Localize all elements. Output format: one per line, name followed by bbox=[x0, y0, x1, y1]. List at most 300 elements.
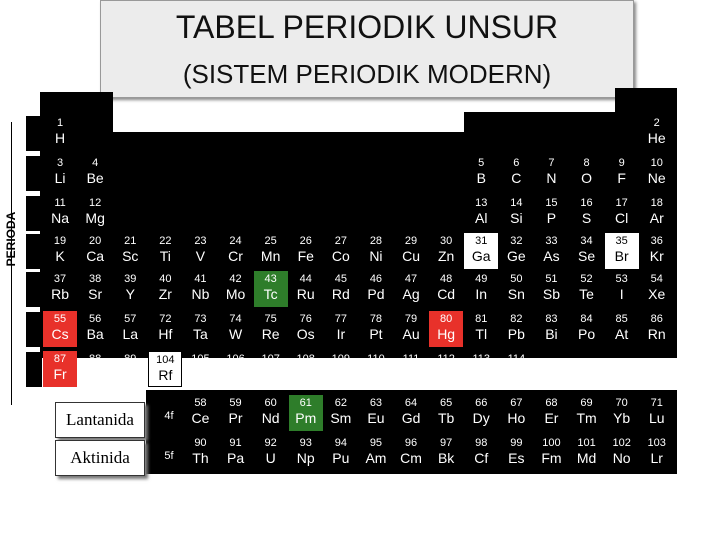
element-symbol: Hf bbox=[158, 326, 173, 342]
element-sn bbox=[499, 271, 533, 307]
atomic-number: 9 bbox=[618, 157, 625, 169]
atomic-number: 105 bbox=[191, 353, 210, 365]
element-symbol: O bbox=[581, 170, 592, 186]
atomic-number: 51 bbox=[545, 273, 558, 285]
element-na bbox=[43, 195, 77, 231]
atomic-number: 73 bbox=[194, 313, 207, 325]
element-symbol: He bbox=[647, 130, 666, 146]
element-cu bbox=[394, 233, 428, 269]
element-symbol: K bbox=[55, 248, 65, 264]
atomic-number: 68 bbox=[545, 397, 558, 409]
element-tm bbox=[570, 395, 604, 431]
element-ga bbox=[464, 233, 498, 269]
element-rf bbox=[148, 351, 182, 387]
element-lr bbox=[640, 435, 674, 471]
atomic-number: 61 bbox=[299, 397, 312, 409]
atomic-number: 111 bbox=[402, 353, 420, 365]
element-cl bbox=[605, 195, 639, 231]
atomic-number: 33 bbox=[545, 235, 558, 247]
element-symbol: W bbox=[228, 326, 243, 342]
element-symbol: Se bbox=[577, 248, 596, 264]
atomic-number: 103 bbox=[647, 437, 666, 449]
element-symbol: Ru bbox=[296, 286, 315, 302]
element-symbol: Gd bbox=[401, 410, 421, 426]
atomic-number: 71 bbox=[650, 397, 663, 409]
element-symbol: Am bbox=[365, 450, 387, 466]
element-sm bbox=[324, 395, 358, 431]
element-in bbox=[464, 271, 498, 307]
element-symbol: Mt bbox=[333, 366, 349, 382]
element-ds bbox=[359, 351, 393, 387]
atomic-number: 99 bbox=[510, 437, 523, 449]
element-ne bbox=[640, 155, 674, 191]
element-symbol: Yb bbox=[613, 410, 631, 426]
atomic-number: 43 bbox=[264, 273, 277, 285]
element-symbol: Rd bbox=[331, 286, 350, 302]
element-symbol: Pm bbox=[295, 410, 317, 426]
element-symbol: Cu bbox=[402, 248, 420, 264]
atomic-number: 17 bbox=[615, 197, 628, 209]
atomic-number: 101 bbox=[577, 437, 596, 449]
atomic-number: 72 bbox=[159, 313, 172, 325]
element-symbol: Tl bbox=[475, 326, 488, 342]
element-symbol: Th bbox=[192, 450, 209, 466]
element-symbol: Os bbox=[296, 326, 315, 342]
atomic-number: 22 bbox=[159, 235, 172, 247]
atomic-number: 29 bbox=[404, 235, 418, 247]
element-se bbox=[570, 233, 604, 269]
element-symbol: Ho bbox=[507, 410, 526, 426]
element-symbol: Cl bbox=[615, 210, 629, 226]
element-uub bbox=[429, 351, 463, 387]
perioda-label: PERIODA bbox=[4, 211, 18, 267]
atomic-number: 78 bbox=[369, 313, 383, 325]
element-kr bbox=[640, 233, 674, 269]
element-ac bbox=[113, 351, 147, 387]
element-w bbox=[219, 311, 253, 347]
element-symbol: Sc bbox=[122, 248, 139, 264]
atomic-number: 85 bbox=[615, 313, 628, 325]
element-v bbox=[183, 233, 217, 269]
atomic-number: 6 bbox=[513, 157, 520, 169]
element-tb bbox=[429, 395, 463, 431]
element-be bbox=[78, 155, 112, 191]
element-pu bbox=[324, 435, 358, 471]
element-symbol: Nd bbox=[261, 410, 280, 426]
element-fm bbox=[534, 435, 568, 471]
element-as bbox=[534, 233, 568, 269]
element-c bbox=[499, 155, 533, 191]
element-symbol: Rn bbox=[647, 326, 666, 342]
element-symbol: Bi bbox=[545, 326, 558, 342]
element-pt bbox=[359, 311, 393, 347]
element-symbol: Lu bbox=[648, 410, 665, 426]
element-symbol: H bbox=[54, 130, 66, 146]
atomic-number: 41 bbox=[194, 273, 207, 285]
element-am bbox=[359, 435, 393, 471]
element-bi bbox=[534, 311, 568, 347]
atomic-number: 15 bbox=[545, 197, 558, 209]
element-tc bbox=[254, 271, 288, 307]
atomic-number: 82 bbox=[510, 313, 523, 325]
atomic-number: 70 bbox=[615, 397, 628, 409]
atomic-number: 63 bbox=[369, 397, 383, 409]
atomic-number: 38 bbox=[89, 273, 102, 285]
element-symbol: Bh bbox=[262, 366, 280, 382]
atomic-number: 89 bbox=[124, 353, 137, 365]
element-hs bbox=[289, 351, 323, 387]
element-symbol: Tm bbox=[576, 410, 597, 426]
element-symbol: Mn bbox=[260, 248, 281, 264]
element-sb bbox=[534, 271, 568, 307]
period-number-bg bbox=[26, 116, 42, 151]
atomic-number: 48 bbox=[440, 273, 453, 285]
element-pm bbox=[289, 395, 323, 431]
element-ce bbox=[183, 395, 217, 431]
atomic-number: 87 bbox=[53, 353, 67, 365]
element-symbol: Co bbox=[331, 248, 350, 264]
atomic-number: 112 bbox=[437, 353, 455, 365]
atomic-number: 35 bbox=[615, 235, 628, 247]
atomic-number: 23 bbox=[194, 235, 207, 247]
atomic-number: 107 bbox=[261, 353, 280, 365]
atomic-number: 79 bbox=[404, 313, 418, 325]
atomic-number: 77 bbox=[334, 313, 347, 325]
element-symbol: Fr bbox=[53, 366, 67, 382]
atomic-number: 56 bbox=[89, 313, 102, 325]
element-nd bbox=[254, 395, 288, 431]
element-u bbox=[254, 435, 288, 471]
element-cs bbox=[43, 311, 77, 347]
atomic-number: 91 bbox=[229, 437, 242, 449]
atomic-number: 18 bbox=[650, 197, 663, 209]
element-symbol: Ag bbox=[402, 286, 420, 302]
element-md bbox=[570, 435, 604, 471]
atomic-number: 25 bbox=[264, 235, 277, 247]
period-number-bg bbox=[26, 234, 42, 269]
element-ge bbox=[499, 233, 533, 269]
element-symbol: Ar bbox=[649, 210, 664, 226]
element-symbol: Rb bbox=[51, 286, 69, 302]
atomic-number: 31 bbox=[475, 235, 488, 247]
atomic-number: 20 bbox=[89, 235, 102, 247]
element-es bbox=[499, 435, 533, 471]
element-re bbox=[254, 311, 288, 347]
element-cr bbox=[219, 233, 253, 269]
element-symbol: Mo bbox=[225, 286, 246, 302]
atomic-number: 28 bbox=[369, 235, 383, 247]
element-np bbox=[289, 435, 323, 471]
element-er bbox=[534, 395, 568, 431]
element-symbol: Y bbox=[125, 286, 135, 302]
element-symbol: Uuu bbox=[398, 366, 424, 382]
element-symbol: Sb bbox=[542, 286, 560, 302]
element-lu bbox=[640, 395, 674, 431]
element-pr bbox=[219, 395, 253, 431]
element-li bbox=[43, 155, 77, 191]
atomic-number: 64 bbox=[404, 397, 418, 409]
atomic-number: 39 bbox=[124, 273, 137, 285]
element-symbol: Au bbox=[402, 326, 420, 342]
atomic-number: 96 bbox=[404, 437, 418, 449]
atomic-number: 10 bbox=[650, 157, 663, 169]
atomic-number: 58 bbox=[194, 397, 207, 409]
period-number-bg bbox=[26, 312, 42, 347]
atomic-number: 5 bbox=[478, 157, 485, 169]
element-no bbox=[605, 435, 639, 471]
atomic-number: 81 bbox=[475, 313, 488, 325]
element-symbol: S bbox=[581, 210, 592, 226]
element-symbol: C bbox=[511, 170, 522, 186]
element-symbol: Ti bbox=[159, 248, 171, 264]
element-symbol: Fe bbox=[297, 248, 314, 264]
element-pd bbox=[359, 271, 393, 307]
element-symbol: Sn bbox=[507, 286, 525, 302]
element-symbol: Sg bbox=[226, 366, 245, 382]
element-symbol: Pr bbox=[228, 410, 243, 426]
element-symbol: Uuq bbox=[503, 366, 530, 382]
element-symbol: I bbox=[619, 286, 624, 302]
element-symbol: Pa bbox=[226, 450, 245, 466]
element-symbol: Ta bbox=[193, 326, 208, 342]
element-symbol: Be bbox=[86, 170, 104, 186]
element-symbol: Np bbox=[296, 450, 315, 466]
element-co bbox=[324, 233, 358, 269]
atomic-number: 76 bbox=[299, 313, 312, 325]
element-rn bbox=[640, 311, 674, 347]
atomic-number: 80 bbox=[440, 313, 453, 325]
element-symbol: Es bbox=[508, 450, 525, 466]
element-symbol: La bbox=[122, 326, 139, 342]
element-ta bbox=[183, 311, 217, 347]
element-symbol: Ni bbox=[369, 248, 383, 264]
atomic-number: 102 bbox=[612, 437, 631, 449]
element-symbol: Cd bbox=[437, 286, 456, 302]
atomic-number: 52 bbox=[580, 273, 593, 285]
table-background bbox=[615, 88, 677, 112]
element-si bbox=[499, 195, 533, 231]
element-hg bbox=[429, 311, 463, 347]
element-symbol: At bbox=[615, 326, 629, 342]
title-box bbox=[100, 0, 634, 98]
atomic-number: 26 bbox=[299, 235, 312, 247]
atomic-number: 104 bbox=[156, 354, 175, 366]
element-th bbox=[183, 435, 217, 471]
atomic-number: 98 bbox=[475, 437, 488, 449]
atomic-number: 27 bbox=[334, 235, 347, 247]
atomic-number: 46 bbox=[369, 273, 383, 285]
atomic-number: 113 bbox=[472, 353, 490, 365]
element-symbol: P bbox=[546, 210, 557, 226]
atomic-number: 74 bbox=[229, 313, 242, 325]
atomic-number: 114 bbox=[507, 353, 526, 365]
period-number-bg bbox=[26, 156, 42, 191]
period-number-bg bbox=[26, 272, 42, 307]
atomic-number: 88 bbox=[89, 353, 102, 365]
element-mg bbox=[78, 195, 112, 231]
element-symbol: Cf bbox=[474, 450, 489, 466]
atomic-number: 7 bbox=[548, 157, 555, 169]
element-symbol: Ir bbox=[336, 326, 346, 342]
atomic-number: 84 bbox=[580, 313, 593, 325]
element-gd bbox=[394, 395, 428, 431]
atomic-number: 55 bbox=[53, 313, 67, 325]
atomic-number: 54 bbox=[650, 273, 663, 285]
element-symbol: Er bbox=[544, 410, 559, 426]
element-s bbox=[570, 195, 604, 231]
atomic-number: 67 bbox=[510, 397, 523, 409]
element-al bbox=[464, 195, 498, 231]
element-pb bbox=[499, 311, 533, 347]
element-symbol: Lr bbox=[650, 450, 663, 466]
element-symbol: Hg bbox=[437, 326, 456, 342]
element-cf bbox=[464, 435, 498, 471]
element-db bbox=[183, 351, 217, 387]
page-title: TABEL PERIODIK UNSUR bbox=[175, 9, 559, 45]
element-sc bbox=[113, 233, 147, 269]
atomic-number: 108 bbox=[296, 353, 315, 365]
atomic-number: 92 bbox=[264, 437, 277, 449]
element-mo bbox=[219, 271, 253, 307]
element-symbol: Ga bbox=[471, 248, 491, 264]
lantanida-label: Lantanida bbox=[55, 402, 145, 438]
element-zr bbox=[148, 271, 182, 307]
element-symbol: Cm bbox=[400, 450, 422, 466]
element-symbol: Eu bbox=[367, 410, 385, 426]
element-ar bbox=[640, 195, 674, 231]
element-symbol: Po bbox=[577, 326, 596, 342]
element-symbol: As bbox=[543, 248, 560, 264]
element-tl bbox=[464, 311, 498, 347]
atomic-number: 19 bbox=[53, 235, 67, 247]
element-i bbox=[605, 271, 639, 307]
page-subtitle: (SISTEM PERIODIK MODERN) bbox=[182, 59, 552, 89]
atomic-number: 49 bbox=[475, 273, 488, 285]
atomic-number: 69 bbox=[580, 397, 593, 409]
aktinida-label: Aktinida bbox=[55, 440, 145, 476]
element-symbol: Cs bbox=[51, 326, 69, 342]
atomic-number: 93 bbox=[299, 437, 312, 449]
element-symbol: Xe bbox=[648, 286, 666, 302]
element-br bbox=[605, 233, 639, 269]
period-number-bg bbox=[26, 352, 42, 387]
element-uuu bbox=[394, 351, 428, 387]
element-la bbox=[113, 311, 147, 347]
atomic-number: 30 bbox=[440, 235, 453, 247]
element-symbol: Dy bbox=[472, 410, 490, 426]
element-symbol: Al bbox=[475, 210, 488, 226]
element-symbol: F bbox=[617, 170, 626, 186]
atomic-number: 3 bbox=[56, 157, 64, 169]
atomic-number: 4 bbox=[92, 157, 99, 169]
element-symbol: Cr bbox=[228, 248, 243, 264]
element-symbol: Zr bbox=[158, 286, 172, 302]
atomic-number: 65 bbox=[440, 397, 453, 409]
atomic-number: 86 bbox=[650, 313, 663, 325]
element-ti bbox=[148, 233, 182, 269]
atomic-number: 42 bbox=[229, 273, 242, 285]
element-au bbox=[394, 311, 428, 347]
element-symbol: Li bbox=[54, 170, 66, 186]
element-symbol: No bbox=[612, 450, 631, 466]
element-ag bbox=[394, 271, 428, 307]
element-uut bbox=[464, 351, 498, 387]
atomic-number: 110 bbox=[367, 353, 385, 365]
aktinida-code: 5f bbox=[151, 438, 187, 474]
element-nb bbox=[183, 271, 217, 307]
element-symbol: Ne bbox=[647, 170, 666, 186]
element-te bbox=[570, 271, 604, 307]
element-symbol: Ge bbox=[507, 248, 526, 264]
atomic-number: 12 bbox=[89, 197, 102, 209]
element-symbol: Br bbox=[614, 248, 629, 264]
atomic-number: 83 bbox=[545, 313, 558, 325]
element-mt bbox=[324, 351, 358, 387]
element-symbol: Pd bbox=[367, 286, 385, 302]
element-ra bbox=[78, 351, 112, 387]
atomic-number: 100 bbox=[542, 437, 561, 449]
atomic-number: 40 bbox=[159, 273, 172, 285]
element-symbol: Pb bbox=[507, 326, 525, 342]
element-o bbox=[570, 155, 604, 191]
element-hf bbox=[148, 311, 182, 347]
atomic-number: 1 bbox=[56, 117, 64, 129]
atomic-number: 66 bbox=[475, 397, 488, 409]
element-mn bbox=[254, 233, 288, 269]
element-h bbox=[43, 115, 77, 151]
atomic-number: 57 bbox=[124, 313, 137, 325]
atomic-number: 34 bbox=[580, 235, 593, 247]
atomic-number: 59 bbox=[229, 397, 242, 409]
element-symbol: In bbox=[475, 286, 488, 302]
atomic-number: 13 bbox=[475, 197, 488, 209]
element-symbol: Tb bbox=[437, 410, 455, 426]
element-at bbox=[605, 311, 639, 347]
element-dy bbox=[464, 395, 498, 431]
atomic-number: 21 bbox=[124, 235, 137, 247]
element-symbol: Uub bbox=[433, 366, 459, 382]
element-ba bbox=[78, 311, 112, 347]
atomic-number: 37 bbox=[53, 273, 67, 285]
element-ni bbox=[359, 233, 393, 269]
element-symbol: Md bbox=[576, 450, 597, 466]
element-symbol: Uut bbox=[470, 366, 493, 382]
element-ru bbox=[289, 271, 323, 307]
atomic-number: 16 bbox=[580, 197, 593, 209]
element-symbol: B bbox=[476, 170, 486, 186]
element-symbol: Bk bbox=[437, 450, 455, 466]
element-symbol: Ca bbox=[86, 248, 105, 264]
element-rd bbox=[324, 271, 358, 307]
element-symbol: Ac bbox=[122, 366, 139, 382]
element-symbol: U bbox=[265, 450, 276, 466]
element-symbol: Pt bbox=[369, 326, 383, 342]
element-symbol: Sm bbox=[330, 410, 352, 426]
element-fe bbox=[289, 233, 323, 269]
element-eu bbox=[359, 395, 393, 431]
element-zn bbox=[429, 233, 463, 269]
element-xe bbox=[640, 271, 674, 307]
element-p bbox=[534, 195, 568, 231]
element-symbol: Ba bbox=[86, 326, 104, 342]
atomic-number: 75 bbox=[264, 313, 277, 325]
element-cm bbox=[394, 435, 428, 471]
atomic-number: 95 bbox=[369, 437, 383, 449]
element-f bbox=[605, 155, 639, 191]
element-symbol: Zn bbox=[437, 248, 455, 264]
element-symbol: Ce bbox=[191, 410, 210, 426]
element-symbol: Db bbox=[191, 366, 210, 382]
